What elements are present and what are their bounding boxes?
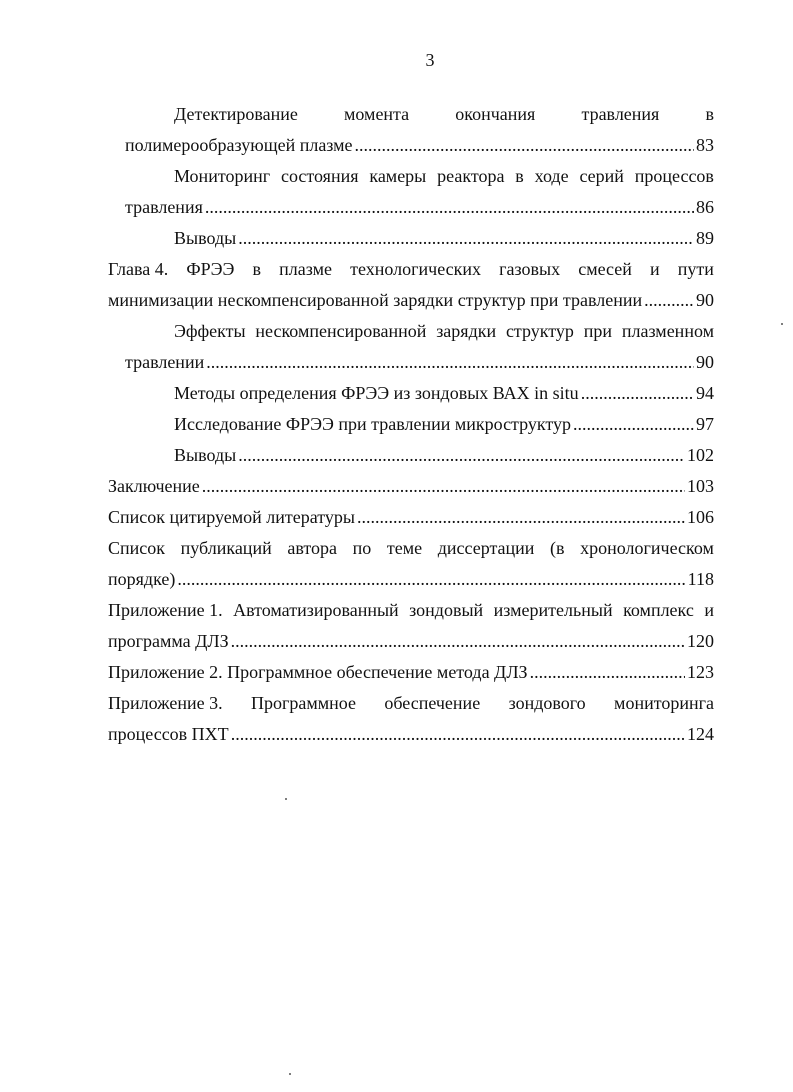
toc-word: Автоматизированный xyxy=(233,600,399,620)
toc-word: и xyxy=(650,259,660,279)
toc-leader-line xyxy=(108,286,714,317)
toc-leader-line xyxy=(108,720,714,751)
toc-word: (в xyxy=(550,538,565,558)
dot-leader xyxy=(202,472,685,500)
toc-leader-line xyxy=(108,565,714,596)
toc-page-number: 106 xyxy=(687,507,714,527)
toc-leader-line xyxy=(108,224,714,255)
toc-word: Программное xyxy=(250,693,356,713)
toc-title-line xyxy=(108,162,714,193)
toc-word: диссертации xyxy=(437,538,535,558)
toc-entry-title: полимерообразующей плазме xyxy=(125,135,353,155)
toc-entry-title: травлении xyxy=(125,352,205,372)
toc-word: Глава 4. xyxy=(108,259,169,279)
toc-word: реактора xyxy=(437,166,505,186)
toc-entry[interactable] xyxy=(108,255,714,317)
dot-leader xyxy=(573,410,694,438)
toc-entry[interactable] xyxy=(108,472,714,503)
toc-leader-line xyxy=(108,627,714,658)
toc-entry-title: Список цитируемой литературы xyxy=(108,507,356,527)
toc-entry[interactable] xyxy=(108,596,714,658)
toc-word: хронологическом xyxy=(580,538,714,558)
toc-leader-line xyxy=(108,503,714,534)
toc-word: Список xyxy=(108,538,166,558)
scan-speck xyxy=(781,323,783,325)
toc-word: в xyxy=(252,259,262,279)
dot-leader xyxy=(530,658,685,686)
toc-entry[interactable] xyxy=(108,100,714,162)
toc-leader-line xyxy=(108,131,714,162)
toc-title-line xyxy=(108,689,714,720)
toc-entry[interactable] xyxy=(108,441,714,472)
toc-page-number: 102 xyxy=(687,445,714,465)
toc-entry-title: Заключение xyxy=(108,476,200,496)
toc-leader-line xyxy=(108,472,714,503)
toc-title-line xyxy=(108,317,714,348)
toc-entry-title: Выводы xyxy=(174,445,237,465)
toc-page-number: 83 xyxy=(696,135,714,155)
toc-word: момента xyxy=(344,104,410,124)
toc-leader-line xyxy=(108,379,714,410)
toc-word: в xyxy=(705,104,714,124)
toc-page-number: 90 xyxy=(696,290,714,310)
toc-word: измерительный xyxy=(493,600,613,620)
scan-speck xyxy=(289,1073,291,1075)
toc-entry[interactable] xyxy=(108,689,714,751)
dot-leader xyxy=(644,286,694,314)
toc-title-line xyxy=(108,596,714,627)
toc-word: окончания xyxy=(455,104,536,124)
toc-word: зарядки xyxy=(436,321,497,341)
scan-speck xyxy=(285,798,287,800)
toc-entry[interactable] xyxy=(108,410,714,441)
toc-word: плазме xyxy=(279,259,332,279)
toc-entry-title: Исследование ФРЭЭ при травлении микроструктур xyxy=(174,414,572,434)
toc-word: Мониторинг xyxy=(174,166,271,186)
toc-entry[interactable] xyxy=(108,224,714,255)
toc-page-number: 89 xyxy=(696,228,714,248)
dot-leader xyxy=(238,224,694,252)
toc-word: плазменном xyxy=(621,321,714,341)
toc-word: нескомпенсированной xyxy=(255,321,427,341)
toc-entry-title: Выводы xyxy=(174,228,237,248)
toc-page-number: 86 xyxy=(696,197,714,217)
toc-word: камеры xyxy=(369,166,427,186)
toc-entry[interactable] xyxy=(108,534,714,596)
toc-word: теме xyxy=(386,538,423,558)
toc-word: зондового xyxy=(508,693,586,713)
toc-page-number: 124 xyxy=(687,724,714,744)
toc-word: технологических xyxy=(350,259,481,279)
toc-word: и xyxy=(704,600,714,620)
toc-word: газовых xyxy=(499,259,561,279)
toc-entry-title: программа ДЛЗ xyxy=(108,631,229,651)
toc-word: зондовый xyxy=(409,600,484,620)
dot-leader xyxy=(205,193,694,221)
dot-leader xyxy=(231,720,685,748)
page-number: 3 xyxy=(425,50,435,70)
toc-entry-title: порядке) xyxy=(108,569,176,589)
toc-entry[interactable] xyxy=(108,379,714,410)
toc-title-line xyxy=(108,100,714,131)
toc-leader-line xyxy=(108,441,714,472)
toc-page-number: 120 xyxy=(687,631,714,651)
toc-word: по xyxy=(352,538,372,558)
toc-word: при xyxy=(583,321,613,341)
toc-entry-title: Приложение 2. Программное обеспечение метода ДЛЗ xyxy=(108,662,528,682)
toc-word: процессов xyxy=(634,166,714,186)
toc-word: состояния xyxy=(280,166,359,186)
toc-word: обеспечение xyxy=(384,693,481,713)
toc-leader-line xyxy=(108,348,714,379)
toc-title-line xyxy=(108,255,714,286)
toc-word: ходе xyxy=(534,166,569,186)
toc-word: мониторинга xyxy=(614,693,714,713)
toc-entry-title: травления xyxy=(125,197,203,217)
toc-word: автора xyxy=(287,538,337,558)
toc-entry[interactable] xyxy=(108,658,714,689)
toc-word: пути xyxy=(677,259,714,279)
toc-word: Детектирование xyxy=(174,104,298,124)
table-of-contents xyxy=(108,100,714,751)
toc-entry-title: минимизации нескомпенсированной зарядки структур при травлении xyxy=(108,290,643,310)
toc-page-number: 90 xyxy=(696,352,714,372)
toc-page-number: 103 xyxy=(687,476,714,496)
toc-word: в xyxy=(515,166,524,186)
toc-word: комплекс xyxy=(623,600,694,620)
toc-word: ФРЭЭ xyxy=(186,259,235,279)
toc-entry[interactable] xyxy=(108,162,714,224)
toc-word: Приложение 3. xyxy=(108,693,223,713)
toc-page-number: 97 xyxy=(696,414,714,434)
dot-leader xyxy=(355,131,694,159)
toc-page-number: 118 xyxy=(687,569,714,589)
toc-word: смесей xyxy=(578,259,632,279)
toc-word: публикаций xyxy=(180,538,272,558)
toc-word: Эффекты xyxy=(174,321,246,341)
toc-page-number: 94 xyxy=(696,383,714,403)
toc-leader-line xyxy=(108,410,714,441)
toc-word: Приложение 1. xyxy=(108,600,223,620)
toc-entry[interactable] xyxy=(108,317,714,379)
toc-word: серий xyxy=(579,166,624,186)
toc-leader-line xyxy=(108,658,714,689)
dot-leader xyxy=(357,503,685,531)
toc-page-number: 123 xyxy=(687,662,714,682)
toc-word: травления xyxy=(581,104,660,124)
dot-leader xyxy=(206,348,694,376)
dot-leader xyxy=(177,565,685,593)
toc-title-line xyxy=(108,534,714,565)
dot-leader xyxy=(238,441,685,469)
toc-entry[interactable] xyxy=(108,503,714,534)
toc-leader-line xyxy=(108,193,714,224)
dot-leader xyxy=(581,379,694,407)
toc-word: структур xyxy=(505,321,574,341)
toc-entry-title: Методы определения ФРЭЭ из зондовых ВАХ in situ xyxy=(174,383,579,403)
dot-leader xyxy=(231,627,685,655)
toc-entry-title: процессов ПХТ xyxy=(108,724,229,744)
